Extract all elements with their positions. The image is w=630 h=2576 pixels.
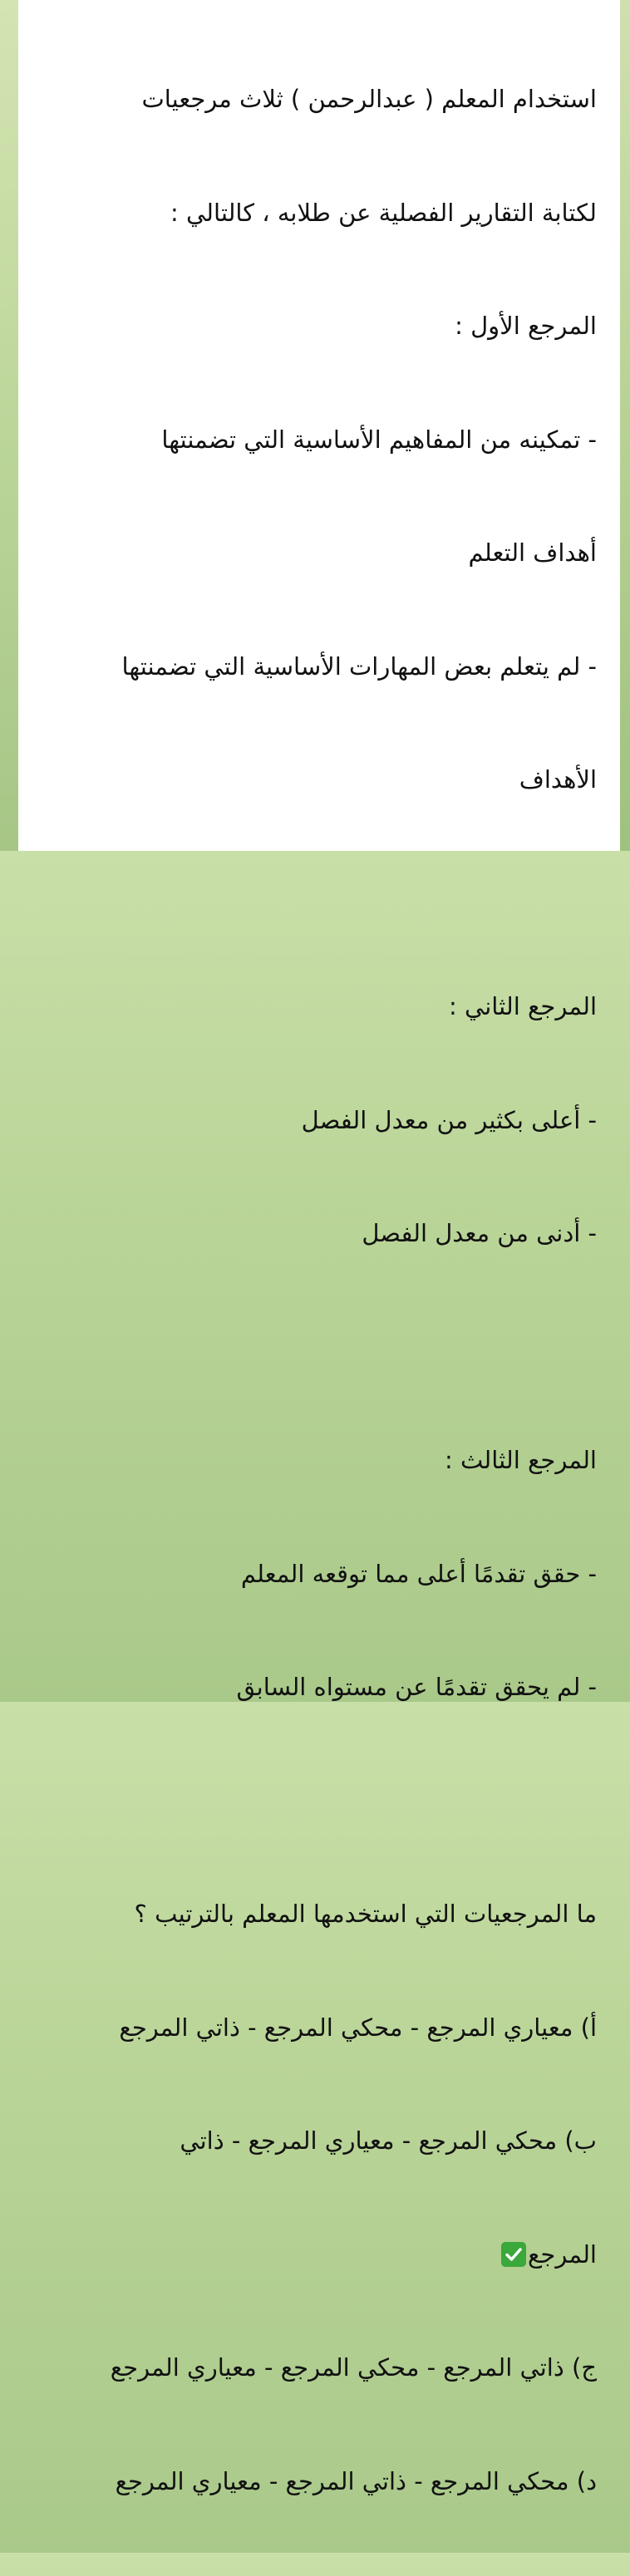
message-line-empty bbox=[38, 1329, 597, 1367]
message-line: استخدام المعلم ( عبدالرحمن ) ثلاث مرجعيات bbox=[141, 85, 597, 113]
option-b-continued bbox=[38, 2236, 597, 2274]
chat-wallpaper-left bbox=[0, 0, 18, 851]
message-line: - لم يحقق تقدمًا عن مستواه السابق bbox=[236, 1673, 597, 1701]
message-line: المرجع الثاني : bbox=[449, 992, 597, 1020]
message-line: أهداف التعلم bbox=[468, 538, 597, 567]
message-line: المرجع الأول : bbox=[455, 312, 597, 340]
question-line: ما المرجعيات التي استخدمها المعلم بالترتيب ؟ bbox=[134, 1900, 597, 1928]
message-line-empty bbox=[38, 875, 597, 913]
option-d: د) محكي المرجع - ذاتي المرجع - معياري المرجع bbox=[115, 2466, 597, 2495]
message-line: المرجع الثالث : bbox=[444, 1446, 597, 1474]
message-text bbox=[38, 5, 597, 2576]
check-mark-button-icon bbox=[501, 2242, 526, 2267]
message-line: - أعلى بكثير من معدل الفصل bbox=[301, 1105, 597, 1134]
option-c: ج) ذاتي المرجع - محكي المرجع - معياري المرجع bbox=[110, 2353, 597, 2382]
option-a: أ) معياري المرجع - محكي المرجع - ذاتي المرجع bbox=[119, 2013, 597, 2042]
message-line: - أدنى من معدل الفصل bbox=[362, 1219, 597, 1247]
chat-wallpaper-right bbox=[620, 0, 630, 851]
message-bubble[interactable] bbox=[18, 0, 620, 2495]
message-line: - تمكينه من المفاهيم الأساسية التي تضمنتها bbox=[161, 425, 597, 454]
option-b: ب) محكي المرجع - معياري المرجع - ذاتي bbox=[180, 2126, 597, 2155]
message-line-empty bbox=[38, 1782, 597, 1821]
message-line: - حقق تقدمًا أعلى مما توقعه المعلم bbox=[240, 1559, 597, 1588]
message-line: الأهداف bbox=[519, 765, 597, 794]
option-b-tail: المرجع bbox=[527, 2239, 597, 2269]
message-line: لكتابة التقارير الفصلية عن طلابه ، كالتالي : bbox=[170, 198, 597, 227]
message-line: - لم يتعلم بعض المهارات الأساسية التي تضمنتها bbox=[121, 651, 597, 681]
